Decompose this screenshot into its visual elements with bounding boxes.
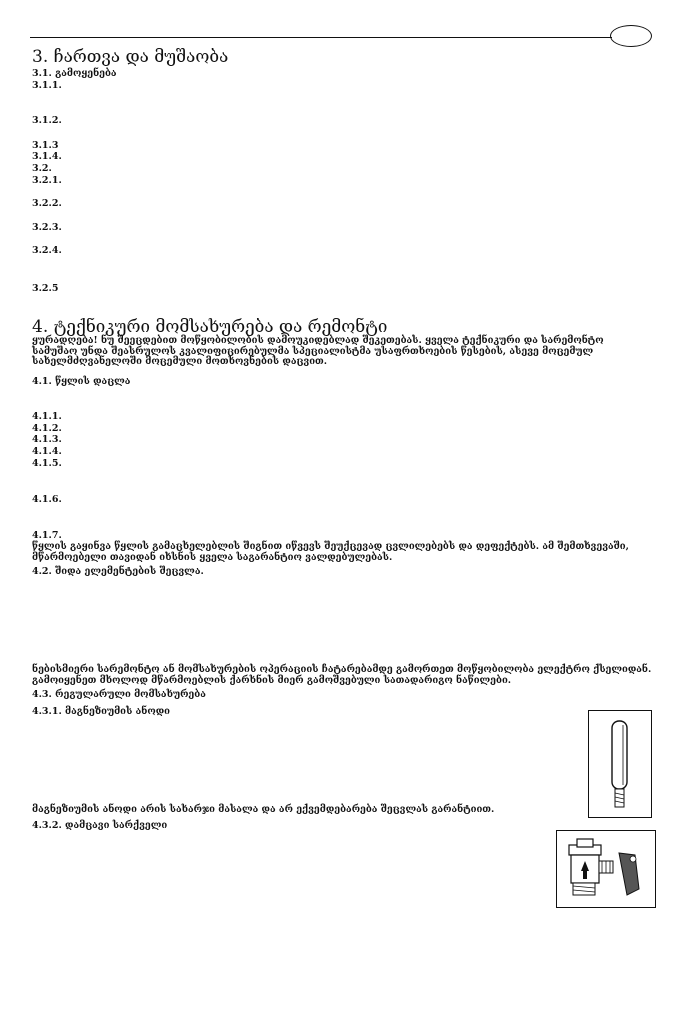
freeze-warning — [32, 542, 652, 563]
header-rule — [30, 37, 612, 38]
heading-4-3: 4.3. რეგულარული მომსახურება — [32, 689, 206, 700]
page-number-oval — [610, 25, 652, 47]
intro-line: ყურადღება! ნუ შეეცდებით მოწყობილობის დამოუკიდებლად შეკეთებას. ყველა ტექნიკური და სარემონტო — [32, 335, 604, 346]
heading-3-1: 3.1. გამოყენება — [32, 68, 117, 79]
section-3-title: 3. ჩართვა და მუშაობა — [32, 47, 229, 67]
repair-line: გამოიყენეთ მხოლოდ მწარმოებლის ქარხნის მიერ გამოშვებული სათადარიგო ნაწილები. — [32, 674, 512, 686]
item-3-1-4: 3.1.4. — [32, 151, 62, 162]
item-4-1-5: 4.1.5. — [32, 458, 62, 469]
item-3-2-4: 3.2.4. — [32, 245, 62, 256]
item-3-2-2: 3.2.2. — [32, 198, 62, 209]
repair-line: ნებისმიერი სარემონტო ან მომსახურების ოპერაციის ჩატარებამდე გამორთეთ მოწყობილობა ელექტრო ქსელიდან. — [32, 664, 652, 675]
heading-4-2: 4.2. შიდა ელემენტების შეცვლა. — [32, 566, 204, 577]
item-4-1-6: 4.1.6. — [32, 494, 62, 505]
freeze-line: მწარმოებელი თავიდან იხსნის ყველა საგარანტიო ვალდებულებას. — [32, 551, 393, 563]
item-3-1-2: 3.1.2. — [32, 115, 62, 126]
heading-3-2: 3.2. — [32, 163, 52, 174]
item-4-1-2: 4.1.2. — [32, 423, 62, 434]
section-4-title: 4. ტექნიკური მომსახურება და რემონტი — [32, 317, 388, 337]
item-4-3-2: 4.3.2. დამცავი სარქველი — [32, 820, 168, 831]
item-4-1-4: 4.1.4. — [32, 446, 62, 457]
item-3-1-3: 3.1.3 — [32, 140, 59, 151]
item-4-3-1: 4.3.1. მაგნეზიუმის ანოდი — [32, 706, 170, 717]
safety-valve-icon — [556, 830, 656, 908]
intro-line: სამუშაო უნდა შეასრულოს კვალიფიცირებულმა სპეციალისტმა უსაფრთხოების წესების, ასევე მოცემულ — [32, 345, 594, 357]
item-3-2-3: 3.2.3. — [32, 222, 62, 233]
heading-4-1: 4.1. წყლის დაცლა — [32, 376, 131, 387]
item-3-1-1: 3.1.1. — [32, 80, 62, 91]
item-4-1-1: 4.1.1. — [32, 411, 62, 422]
item-3-2-5: 3.2.5 — [32, 283, 59, 294]
item-3-2-1: 3.2.1. — [32, 175, 62, 186]
item-4-1-3: 4.1.3. — [32, 434, 62, 445]
item-4-1-7: 4.1.7. — [32, 530, 62, 541]
section-4-intro — [32, 336, 652, 368]
freeze-line: წყლის გაყინვა წყლის გამაცხელებლის შიგნით იწვევს შეუქცევად ცვლილებებს და დეფექტებს. ამ შემთხვევაში, — [32, 541, 629, 552]
anode-note: მაგნეზიუმის ანოდი არის სახარჯი მასალა და არ ექვემდებარება შეცვლას გარანტიით. — [32, 804, 495, 815]
repair-warning — [32, 665, 652, 686]
magnesium-anode-rod-icon — [588, 710, 652, 818]
intro-line: სახელმძღვანელოში მოცემული მოთხოვნების დაცვით. — [32, 356, 328, 367]
